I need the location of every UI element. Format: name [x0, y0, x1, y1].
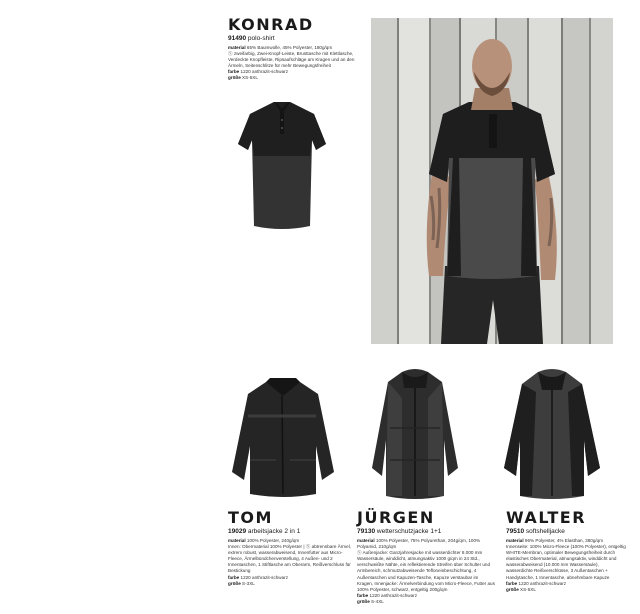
size-label: größe: [506, 586, 519, 592]
color-label: farbe: [228, 574, 240, 580]
feature-text: Ⓢ Außenjacke: Ganzjahresjacke mit wasserdichter 8.000 mm Wassersäule, winddicht, atmungsaktiv 1000 g/qm in 24 Std., verschweißte Nähte, ein reflektierende Streifen über Schulter und Armbereich, schmutzabweisende Tefloneinbeschichtung, 4 Außentaschen und Kapuzen-Tasche, Kapuze verstaubar im Kragen, Innenjacke: Ärmelverbindung vom Micro-Fleece, Futter aus 100% Polyester, schwarz, entgeltig 200g/qm: [357, 550, 495, 592]
material-value: 96% Polyester, 4% Elasthan, 380g/qm: [524, 538, 604, 543]
product-subtitle: [228, 528, 352, 536]
size-value: XS-5XL: [242, 75, 258, 81]
product-type: softshelljacke: [525, 528, 565, 535]
product-type: wetterschutzjacke 1+1: [376, 528, 442, 535]
product-name: KONRAD: [228, 15, 314, 34]
color-value: 1220 anthrazit-schwarz: [240, 574, 289, 580]
material-value: 100% Polyester, 75% Polyurethan, 204g/qm, 100% Polyamid, 210g/qm: [357, 538, 481, 550]
material-label: material: [506, 538, 524, 543]
work-jacket-image: [228, 376, 338, 502]
product-code: 79130: [357, 528, 376, 535]
size-value: XS-5XL: [520, 586, 536, 592]
product-subtitle: [357, 528, 495, 536]
material-label: material: [228, 538, 246, 543]
color-value: 1220 anthrazit-schwarz: [518, 580, 567, 586]
product-type: arbeitsjacke 2 in 1: [247, 528, 301, 535]
product-code: 91490: [228, 35, 247, 42]
product-type: polo-shirt: [247, 35, 275, 42]
size-value: S-3XL: [242, 580, 255, 586]
polo-shirt-image: [236, 100, 328, 232]
color-label: farbe: [357, 592, 369, 598]
product-walter: [506, 509, 626, 593]
product-subtitle: [228, 35, 364, 43]
size-label: größe: [228, 75, 241, 81]
product-description: [228, 45, 364, 82]
material-value: 65% Baumwolle, 45% Polyester, 180g/qm: [246, 45, 333, 50]
size-label: größe: [357, 598, 370, 604]
feature-text: Innenseite: 100% Micro-Fleece (100% Polyester), entgeltig WHITE-Membran, optimaler Bewegungsfreiheit durch elastisches Obermaterial, atmungsaktiv, winddicht und wasserabweisend (10.000 mm Wassersäule), wasserdichte Reißverschlüsse, 3 Außentaschen + Handytasche, 1 Innentasche, abnehmbare Kapuze: [506, 544, 626, 580]
product-name: TOM: [228, 508, 273, 527]
product-konrad: [228, 16, 364, 82]
color-value: 1220 anthrazit-schwarz: [240, 69, 289, 75]
material-label: material: [357, 538, 375, 543]
color-value: 1220 anthrazit-schwarz: [369, 592, 418, 598]
feature-text: Innen: Obermaterial 100% Polyester | Ⓢ abtrennbare Ärmel, extrem robust, wasserabweisend, Innenfutter aus Micro-Fleece, Ärmelbündchenverstellung, 4 Außen- und 2 Innentaschen, 1 Stiftlasche am Oberarm, Reißverschluss für Bestickung: [228, 544, 351, 574]
weather-jacket-image: [368, 368, 462, 502]
product-name: WALTER: [506, 508, 587, 527]
material-value: 100% Polyester, 240g/qm: [246, 538, 300, 543]
color-label: farbe: [228, 69, 240, 75]
product-code: 19029: [228, 528, 247, 535]
product-juergen: [357, 509, 495, 605]
product-description: [228, 538, 352, 587]
softshell-jacket-image: [500, 368, 604, 502]
product-subtitle: [506, 528, 626, 536]
product-tom: [228, 509, 352, 587]
product-description: [506, 538, 626, 593]
product-description: [357, 538, 495, 605]
size-label: größe: [228, 580, 241, 586]
material-label: material: [228, 45, 246, 50]
product-code: 79510: [506, 528, 525, 535]
size-value: S-4XL: [371, 598, 384, 604]
man-figure: [371, 18, 613, 344]
product-name: JÜRGEN: [357, 508, 435, 527]
model-photo: [371, 18, 613, 344]
feature-text: Ⓢ zweifarbig, Zwei-Knopf-Leiste, Brusttasche mit Klettlasche, Verdeckte Knopfleiste, Ripsaufschläge am Kragen und an den Ärmeln, Seitenschlitze für mehr Bewegungsfreiheit: [228, 51, 355, 69]
color-label: farbe: [506, 580, 518, 586]
